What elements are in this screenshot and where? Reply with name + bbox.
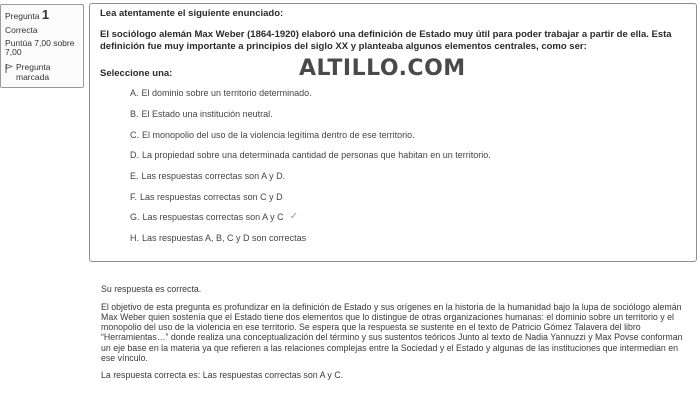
question-state: Correcta [5,25,38,36]
answer-text: La propiedad sobre una determinada cantidad de personas que habitan en un territorio. [142,150,491,161]
answer-option[interactable] [130,83,686,104]
answer-letter: B. [130,108,139,119]
select-one-prompt: Seleccione una: [100,68,173,80]
answer-text: El dominio sobre un territorio determinado. [141,88,312,99]
question-info-panel [0,4,84,88]
answer-text: El monopolio del uso de la violencia legítima dentro de ese territorio. [142,129,415,140]
answer-letter: F. [130,191,138,202]
answer-text: Las respuestas correctas son A y D. [141,170,286,181]
answer-letter: H. [130,232,139,243]
answer-option[interactable] [130,228,686,249]
answer-text: Las respuestas correctas son A y C [142,212,284,223]
question-intro: Lea atentamente el siguiente enunciado: [100,8,284,19]
answer-letter: C. [130,129,139,140]
answer-option[interactable] [130,125,686,146]
flag-label: Pregunta marcada [16,62,51,82]
question-content [89,3,697,262]
question-number [5,8,79,22]
answer-option[interactable] [130,187,686,208]
question-grade: Puntúa 7,00 sobre 7,00 [5,37,75,57]
answer-option[interactable] [130,207,686,228]
watermark: ALTILLO.COM [299,56,466,81]
answer-letter: G. [130,212,140,223]
feedback-section [101,284,691,388]
answer-text: Las respuestas A, B, C y D son correctas [142,232,307,243]
answer-option[interactable] [130,145,686,166]
answer-letter: E. [130,170,139,181]
question-text [100,8,686,52]
answer-letter: D. [130,150,139,161]
answer-letter: A. [130,88,139,99]
question-statement: El sociólogo alemán Max Weber (1864-1920) elaboró una definición de Estado muy útil para poder trabajar a partir de ella. Esta definición fue muy importante a principios del siglo XX y planteaba algunos elementos centrales, como ser: [100,29,672,52]
flag-icon [5,64,13,73]
question-number-value: 1 [41,7,50,22]
answer-text: El Estado una institución neutral. [141,108,273,119]
flag-question-link[interactable] [5,63,79,82]
general-feedback: El objetivo de esta pregunta es profundizar en la definición de Estado y sus orígenes en la historia de la humanidad bajo la lupa de sociólogo alemán Max Weber quien sostenía que el Estado tiene dos elementos que lo distingue de otras organizaciones humanas: el dominio sobre un territorio y el monopolio del uso de la violencia en ese territorio. Se espera que la respuesta se sustente en el texto de Patricio Gómez Talavera del libro “Herramientas…” donde realiza una conceptualización del término y sus sustentos teóricos Junto al texto de Nadia Yannuzzi y Max Povse conforman un eje base en la materia ya que refieren a las relaciones complejas entre la Sociedad y el Estado y algunas de las instituciones que intermedian en ese vínculo. [101,302,683,363]
correct-check-icon: ✓ [289,211,298,223]
answer-option[interactable] [130,166,686,187]
answer-text: Las respuestas correctas son C y D [140,191,283,202]
feedback-status: Su respuesta es correcta. [101,284,202,294]
question-label: Pregunta [5,11,40,21]
right-answer: La respuesta correcta es: Las respuestas correctas son A y C. [101,369,344,380]
answer-list [130,83,686,249]
answer-option[interactable] [130,104,686,125]
